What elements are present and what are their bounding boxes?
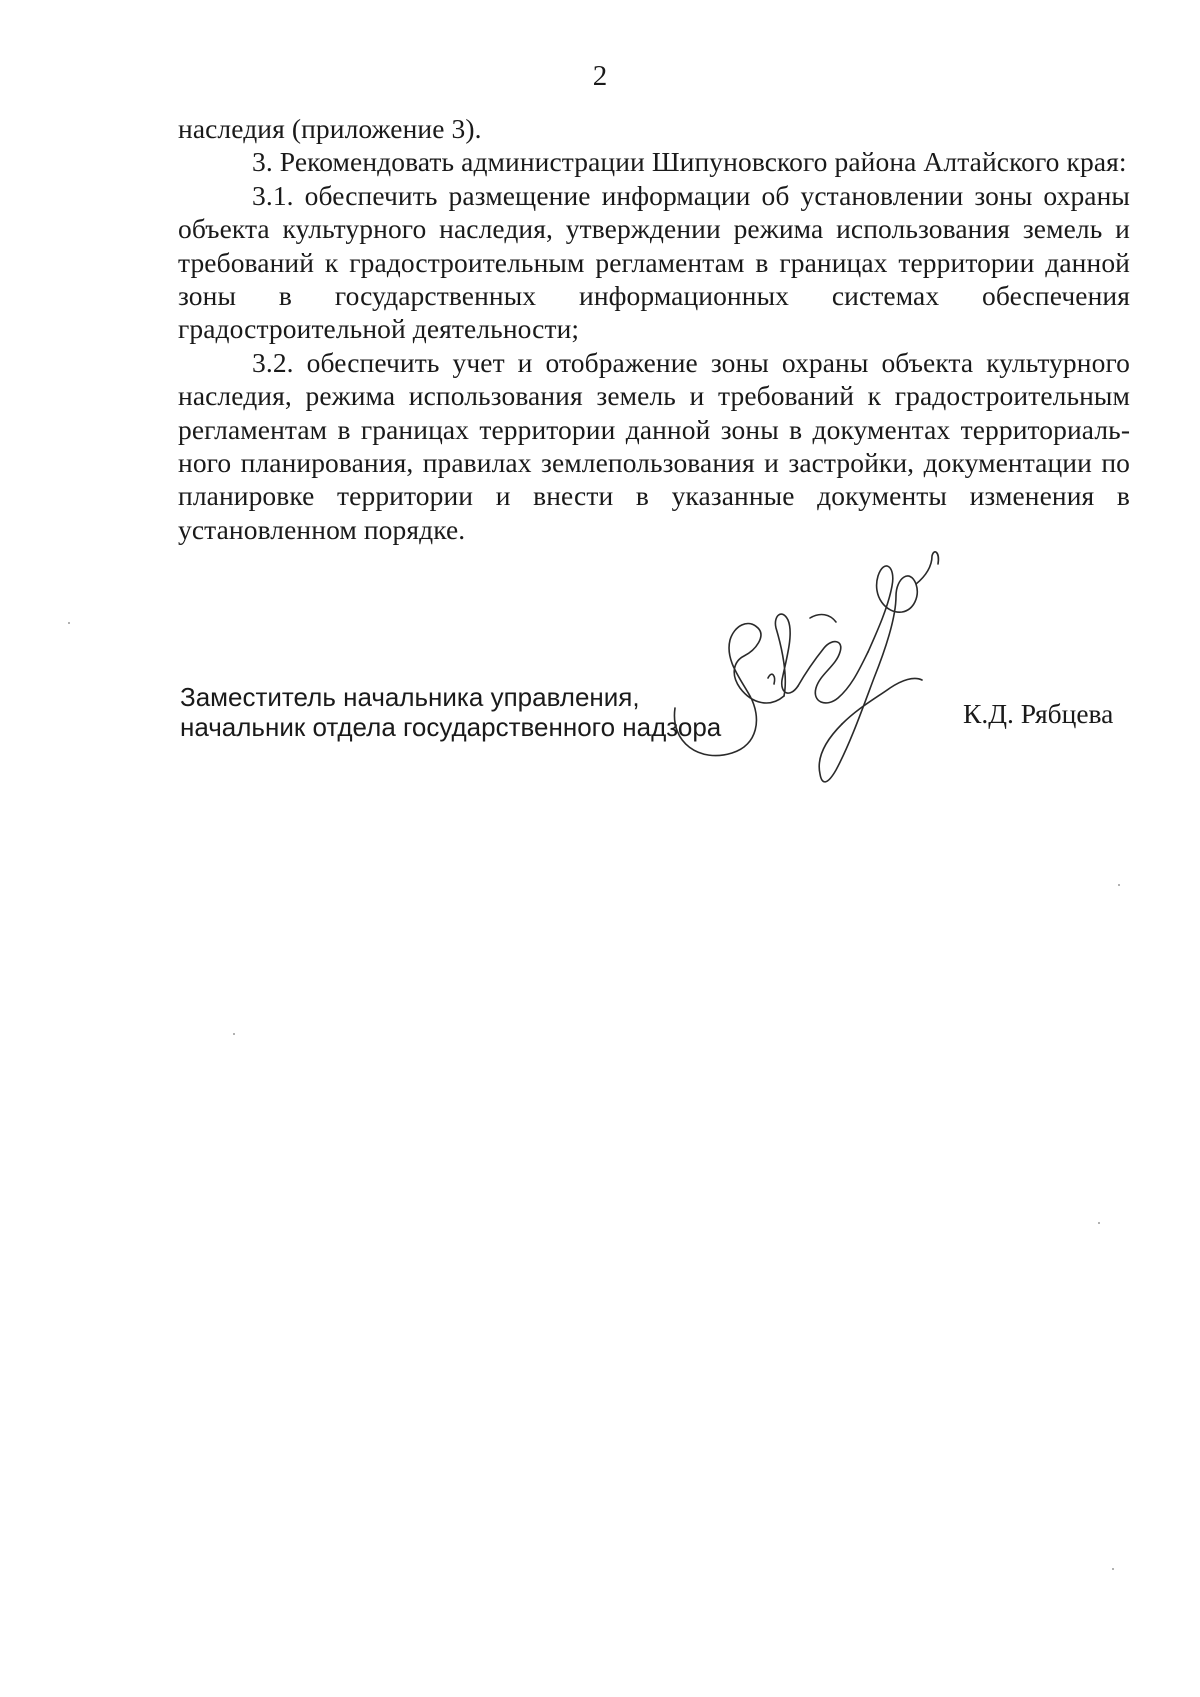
paragraph-continuation: наследия (приложение 3). <box>178 113 482 144</box>
paragraph-item-3-1: 3.1. обеспечить размещение информации об установлении зоны охраны объекта культурного наследия, утверждении режима использования земель и требований к градостроительным регламентам в границах территории данной зоны в государственных информационных системах обеспечения градостроительной деятельности; <box>178 179 1130 345</box>
handwritten-signature <box>670 548 990 798</box>
signer-name: К.Д. Рябцева <box>963 698 1114 729</box>
scan-speck <box>1112 1568 1114 1570</box>
signer-position-line-1: Заместитель начальника управления, <box>180 682 640 712</box>
page-number: 2 <box>592 60 608 92</box>
scan-speck <box>1098 1222 1100 1224</box>
paragraph-item-3: 3. Рекомендовать администрации Шипуновского района Алтайского края: <box>252 146 1127 178</box>
signer-position <box>180 682 721 742</box>
paragraph-item-3-2: 3.2. обеспечить учет и отображение зоны охраны объекта культурного наследия, режима использования земель и требований к градостроительным регламентам в границах территории данной зоны в документах территориального планирования, правилах землепользования и застройки, документации по планировке территории и внести в указанные документы изменения в установленном порядке. <box>178 346 1130 545</box>
scan-speck <box>233 1033 235 1035</box>
scan-speck <box>68 622 70 624</box>
document-body <box>178 112 1130 546</box>
signer-position-line-2: начальник отдела государственного надзора <box>180 712 722 742</box>
scan-speck <box>1118 884 1120 886</box>
